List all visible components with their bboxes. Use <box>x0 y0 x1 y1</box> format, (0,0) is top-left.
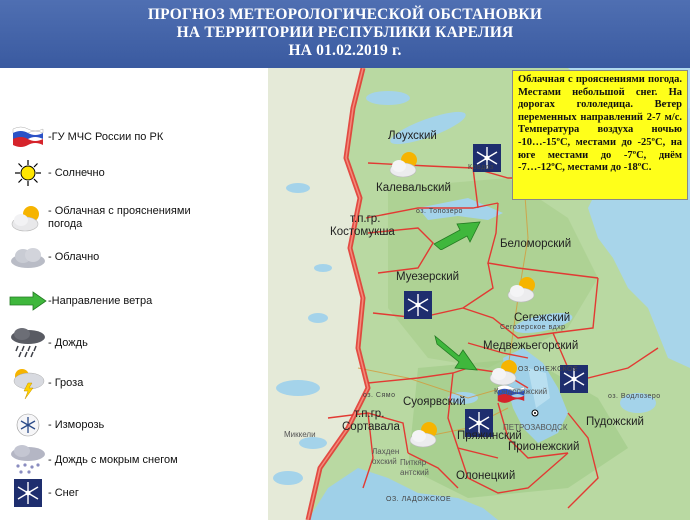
label-kalevalsky: Калевальский <box>376 182 451 194</box>
label-segozero: Сегозерское вдхр <box>500 324 566 331</box>
sun-icon <box>8 156 48 190</box>
label-medvezhyegorsky: Медвежьегорский <box>483 340 579 352</box>
label-lakhdenpokhsky-2: охский <box>372 457 397 466</box>
map-wind-arrow-north <box>430 218 484 250</box>
map-partly-cloudy-icon-north <box>386 148 426 180</box>
rain-icon <box>8 326 48 360</box>
title-line-2: НА ТЕРРИТОРИИ РЕСПУБЛИКИ КАРЕЛИЯ <box>176 24 514 41</box>
label-sortavala-prefix: т.п.гр. <box>354 408 385 420</box>
title-line-3: НА 01.02.2019 г. <box>288 42 402 59</box>
legend-item-frost <box>8 408 104 442</box>
frost-icon <box>8 408 48 442</box>
legend-label-snow: - Снег <box>48 486 79 499</box>
legend-item-sleet <box>8 443 178 477</box>
thunderstorm-icon <box>8 366 48 400</box>
label-sortavala: Сортавала <box>342 421 400 433</box>
label-pitkyarantsky-1: Питкяр <box>400 458 427 467</box>
label-pudozhsky: Пудожский <box>586 416 644 428</box>
map-wind-arrow-south <box>433 330 485 374</box>
legend-label-rain: - Дождь <box>48 336 88 349</box>
snow-icon <box>8 476 48 510</box>
legend-label-frost: - Изморозь <box>48 418 105 431</box>
label-loukhsky: Лоухский <box>388 130 437 142</box>
map-partly-cloudy-icon-sortavala <box>406 418 446 450</box>
cloud-icon <box>8 240 48 274</box>
legend-item-wind <box>8 284 152 318</box>
label-belomorsky: Беломорский <box>500 238 572 250</box>
legend-label-storm: - Гроза <box>48 376 84 389</box>
legend-item-partly-cloudy <box>8 201 208 235</box>
legend-label-sleet: - Дождь с мокрым снегом <box>48 453 178 466</box>
legend-item-mchs <box>8 120 163 154</box>
header-banner <box>0 0 690 68</box>
wind-arrow-icon <box>8 284 48 318</box>
legend-label-partly-cloudy: - Облачная с прояснениями погода <box>48 205 191 230</box>
map-partly-cloudy-icon-segezha <box>504 273 544 305</box>
label-suoyarvsky: Суоярвский <box>403 396 466 408</box>
label-olonetsky: Олонецкий <box>456 470 516 482</box>
legend-panel <box>0 68 268 520</box>
label-pryazhinsky: Пряжинский <box>457 430 522 442</box>
label-petrozavodsk: ПЕТРОЗАВОДСК <box>503 423 568 432</box>
russia-flag-icon <box>8 120 48 154</box>
legend-label-cloudy: - Облачно <box>48 250 100 263</box>
legend-label-sunny: - Солнечно <box>48 166 105 179</box>
partly-cloudy-icon <box>8 201 48 235</box>
map-snow-icon-muezersky <box>402 290 434 320</box>
label-topozero: оз. Топозеро <box>416 208 463 215</box>
legend-label-wind: -Направление ветра <box>48 294 153 307</box>
label-vodlozero: оз. Водлозеро <box>608 393 661 400</box>
label-ladoga: ОЗ. ЛАДОЖСКОЕ <box>386 496 452 503</box>
legend-item-rain <box>8 326 88 360</box>
legend-item-snow <box>8 476 79 510</box>
forecast-text-box: Облачная с прояснениями погода. Местами небольшой снег. На дорогах гололедица. Ветер переменных направлений 2-7 м/с. Температура воздуха ночью -10…-15ºС, местами до -25ºС, на юге местами до -7ºС, днём -7…-12ºС, местами до -18ºС. <box>512 70 688 200</box>
legend-label-mchs: -ГУ МЧС России по РК <box>48 130 164 143</box>
label-syamozero: оз. Сямо <box>363 392 396 399</box>
legend-item-sunny <box>8 156 105 190</box>
label-muezersky: Муезерский <box>396 271 460 283</box>
label-prionezhsky: Прионежский <box>508 441 580 453</box>
label-mikkeli: Миккели <box>284 430 316 439</box>
label-kostomuksha: Костомукша <box>330 226 395 238</box>
title-line-1: ПРОГНОЗ МЕТЕОРОЛОГИЧЕСКОЙ ОБСТАНОВКИ <box>147 6 543 23</box>
label-kostomuksha-prefix: т.п.гр. <box>350 213 381 225</box>
legend-item-storm <box>8 366 83 400</box>
label-pitkyarantsky-2: антский <box>400 468 429 477</box>
label-kovdozero: Ковдоз <box>468 164 494 171</box>
label-segezhsky: Сегежский <box>514 312 571 324</box>
label-lakhdenpokhsky-1: Лахден <box>372 447 400 456</box>
legend-item-cloudy <box>8 240 99 274</box>
label-kondopozhsky: Кондопожский <box>494 387 548 396</box>
label-onega: ОЗ. ОНЕЖСКОЕ <box>518 366 579 373</box>
sleet-icon <box>8 443 48 477</box>
